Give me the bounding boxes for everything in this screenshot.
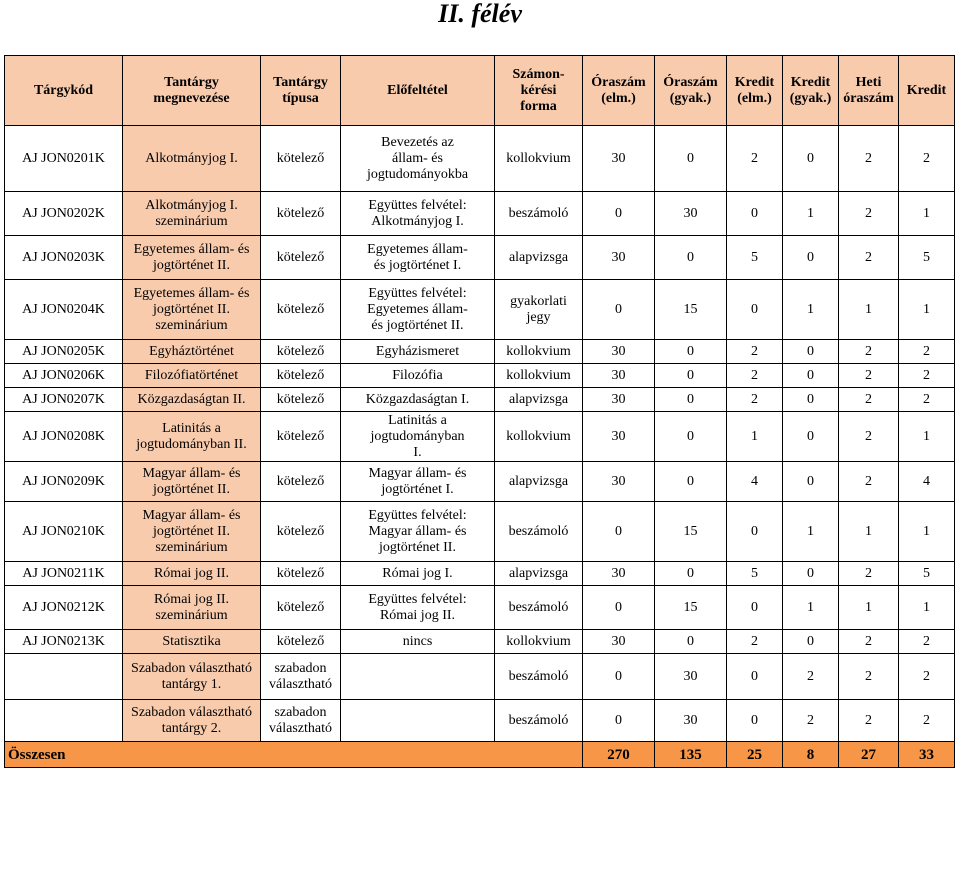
cell-weekly-hours: 2: [839, 236, 899, 280]
cell-code: AJ JON0212K: [5, 586, 123, 630]
cell-code: AJ JON0202K: [5, 192, 123, 236]
cell-weekly-hours: 2: [839, 364, 899, 388]
cell-credit: 2: [899, 340, 955, 364]
cell-weekly-hours: 2: [839, 700, 899, 742]
cell-type: szabadon választható: [261, 700, 341, 742]
cell-prereq: Együttes felvétel: Egyetemes állam- és jogtörténet II.: [341, 280, 495, 340]
cell-type: kötelező: [261, 192, 341, 236]
cell-weekly-hours: 2: [839, 654, 899, 700]
cell-credit-lec: 0: [727, 502, 783, 562]
cell-name: Alkotmányjog I. szeminárium: [123, 192, 261, 236]
cell-type: kötelező: [261, 412, 341, 462]
cell-prereq: Latinitás a jogtudományban I.: [341, 412, 495, 462]
cell-prereq: Magyar állam- és jogtörténet I.: [341, 462, 495, 502]
total-label: Összesen: [5, 742, 583, 768]
cell-credit: 1: [899, 412, 955, 462]
cell-credit-lec: 0: [727, 586, 783, 630]
table-row: [5, 340, 955, 364]
total-credit-lec: 25: [727, 742, 783, 768]
cell-name: Szabadon választható tantárgy 1.: [123, 654, 261, 700]
cell-hours-lec: 0: [583, 654, 655, 700]
table-row: [5, 126, 955, 192]
cell-type: kötelező: [261, 388, 341, 412]
cell-credit: 2: [899, 700, 955, 742]
cell-prereq: Filozófia: [341, 364, 495, 388]
cell-credit: 5: [899, 236, 955, 280]
cell-credit: 2: [899, 654, 955, 700]
cell-credit-prac: 0: [783, 340, 839, 364]
cell-weekly-hours: 2: [839, 412, 899, 462]
cell-hours-prac: 0: [655, 236, 727, 280]
cell-name: Római jog II.: [123, 562, 261, 586]
table-row: [5, 192, 955, 236]
cell-prereq: Közgazdaságtan I.: [341, 388, 495, 412]
cell-exam: gyakorlati jegy: [495, 280, 583, 340]
cell-credit-prac: 2: [783, 700, 839, 742]
cell-hours-prac: 0: [655, 412, 727, 462]
header-row: [5, 56, 955, 126]
cell-weekly-hours: 2: [839, 340, 899, 364]
column-header-credit: Kredit: [899, 56, 955, 126]
cell-exam: beszámoló: [495, 700, 583, 742]
cell-prereq: Együttes felvétel: Magyar állam- és jogtörténet II.: [341, 502, 495, 562]
column-header-hours-lec: Óraszám (elm.): [583, 56, 655, 126]
table-row: [5, 236, 955, 280]
cell-weekly-hours: 2: [839, 462, 899, 502]
cell-credit: 2: [899, 126, 955, 192]
cell-prereq: [341, 700, 495, 742]
column-header-weekly-hours: Heti óraszám: [839, 56, 899, 126]
cell-hours-lec: 0: [583, 502, 655, 562]
cell-code: AJ JON0201K: [5, 126, 123, 192]
cell-name: Alkotmányjog I.: [123, 126, 261, 192]
cell-code: AJ JON0207K: [5, 388, 123, 412]
cell-hours-prac: 0: [655, 340, 727, 364]
cell-hours-prac: 15: [655, 586, 727, 630]
total-credit: 33: [899, 742, 955, 768]
cell-type: kötelező: [261, 280, 341, 340]
cell-credit: 1: [899, 502, 955, 562]
table-row: [5, 700, 955, 742]
cell-hours-lec: 30: [583, 236, 655, 280]
cell-name: Szabadon választható tantárgy 2.: [123, 700, 261, 742]
cell-hours-lec: 30: [583, 562, 655, 586]
total-credit-prac: 8: [783, 742, 839, 768]
cell-credit-prac: 0: [783, 562, 839, 586]
cell-type: kötelező: [261, 502, 341, 562]
cell-credit: 4: [899, 462, 955, 502]
table-row: [5, 562, 955, 586]
cell-hours-lec: 0: [583, 280, 655, 340]
cell-credit-lec: 0: [727, 280, 783, 340]
cell-hours-lec: 0: [583, 192, 655, 236]
curriculum-table: [4, 55, 955, 768]
cell-credit-lec: 2: [727, 388, 783, 412]
total-hours-prac: 135: [655, 742, 727, 768]
cell-type: kötelező: [261, 340, 341, 364]
table-row: [5, 388, 955, 412]
cell-weekly-hours: 2: [839, 630, 899, 654]
cell-name: Magyar állam- és jogtörténet II. szeminárium: [123, 502, 261, 562]
cell-code: AJ JON0204K: [5, 280, 123, 340]
table-row: [5, 462, 955, 502]
cell-hours-prac: 0: [655, 364, 727, 388]
cell-credit-prac: 0: [783, 364, 839, 388]
column-header-credit-prac: Kredit (gyak.): [783, 56, 839, 126]
cell-type: kötelező: [261, 126, 341, 192]
total-hours-lec: 270: [583, 742, 655, 768]
cell-hours-prac: 30: [655, 700, 727, 742]
cell-exam: alapvizsga: [495, 462, 583, 502]
cell-exam: beszámoló: [495, 502, 583, 562]
cell-prereq: Római jog I.: [341, 562, 495, 586]
cell-exam: alapvizsga: [495, 236, 583, 280]
cell-hours-lec: 0: [583, 586, 655, 630]
cell-exam: beszámoló: [495, 192, 583, 236]
cell-credit: 1: [899, 192, 955, 236]
table-row: [5, 586, 955, 630]
cell-hours-lec: 30: [583, 412, 655, 462]
table-row: [5, 502, 955, 562]
cell-name: Római jog II. szeminárium: [123, 586, 261, 630]
column-header-name: Tantárgy megnevezése: [123, 56, 261, 126]
cell-prereq: Bevezetés az állam- és jogtudományokba: [341, 126, 495, 192]
cell-code: AJ JON0213K: [5, 630, 123, 654]
cell-credit-lec: 0: [727, 700, 783, 742]
cell-hours-lec: 30: [583, 388, 655, 412]
cell-credit-prac: 0: [783, 630, 839, 654]
cell-weekly-hours: 2: [839, 562, 899, 586]
cell-type: kötelező: [261, 462, 341, 502]
cell-name: Egyetemes állam- és jogtörténet II.: [123, 236, 261, 280]
cell-prereq: Együttes felvétel: Alkotmányjog I.: [341, 192, 495, 236]
cell-exam: kollokvium: [495, 340, 583, 364]
cell-exam: kollokvium: [495, 126, 583, 192]
table-row: [5, 654, 955, 700]
cell-type: szabadon választható: [261, 654, 341, 700]
cell-weekly-hours: 1: [839, 586, 899, 630]
cell-hours-prac: 30: [655, 654, 727, 700]
cell-credit-lec: 1: [727, 412, 783, 462]
cell-credit-prac: 1: [783, 502, 839, 562]
cell-prereq: Együttes felvétel: Római jog II.: [341, 586, 495, 630]
cell-credit: 2: [899, 364, 955, 388]
cell-hours-prac: 0: [655, 562, 727, 586]
column-header-code: Tárgykód: [5, 56, 123, 126]
cell-code: AJ JON0209K: [5, 462, 123, 502]
cell-credit-lec: 5: [727, 236, 783, 280]
cell-prereq: Egyházismeret: [341, 340, 495, 364]
cell-name: Statisztika: [123, 630, 261, 654]
total-row: [5, 742, 955, 768]
table-row: [5, 412, 955, 462]
cell-credit-prac: 0: [783, 236, 839, 280]
cell-type: kötelező: [261, 586, 341, 630]
cell-credit-prac: 0: [783, 126, 839, 192]
cell-credit-prac: 0: [783, 412, 839, 462]
cell-credit-prac: 1: [783, 586, 839, 630]
cell-hours-lec: 30: [583, 364, 655, 388]
cell-weekly-hours: 1: [839, 502, 899, 562]
cell-prereq: Egyetemes állam- és jogtörténet I.: [341, 236, 495, 280]
cell-exam: alapvizsga: [495, 562, 583, 586]
cell-code: AJ JON0205K: [5, 340, 123, 364]
cell-credit-prac: 0: [783, 462, 839, 502]
cell-name: Magyar állam- és jogtörténet II.: [123, 462, 261, 502]
cell-exam: beszámoló: [495, 586, 583, 630]
cell-hours-lec: 30: [583, 630, 655, 654]
cell-name: Közgazdaságtan II.: [123, 388, 261, 412]
cell-credit-lec: 2: [727, 630, 783, 654]
cell-weekly-hours: 2: [839, 192, 899, 236]
cell-code: AJ JON0210K: [5, 502, 123, 562]
cell-exam: alapvizsga: [495, 388, 583, 412]
cell-credit: 2: [899, 388, 955, 412]
cell-name: Egyháztörténet: [123, 340, 261, 364]
column-header-prereq: Előfeltétel: [341, 56, 495, 126]
cell-type: kötelező: [261, 236, 341, 280]
cell-credit-prac: 0: [783, 388, 839, 412]
cell-name: Filozófiatörténet: [123, 364, 261, 388]
cell-hours-prac: 30: [655, 192, 727, 236]
cell-credit-prac: 1: [783, 192, 839, 236]
cell-hours-prac: 0: [655, 126, 727, 192]
table-row: [5, 630, 955, 654]
cell-hours-prac: 15: [655, 502, 727, 562]
cell-hours-prac: 0: [655, 630, 727, 654]
cell-type: kötelező: [261, 364, 341, 388]
cell-credit: 2: [899, 630, 955, 654]
cell-hours-lec: 30: [583, 462, 655, 502]
cell-credit-lec: 4: [727, 462, 783, 502]
cell-hours-prac: 15: [655, 280, 727, 340]
cell-name: Latinitás a jogtudományban II.: [123, 412, 261, 462]
cell-credit-prac: 1: [783, 280, 839, 340]
cell-credit-lec: 2: [727, 126, 783, 192]
cell-code: AJ JON0211K: [5, 562, 123, 586]
cell-code: AJ JON0208K: [5, 412, 123, 462]
cell-type: kötelező: [261, 630, 341, 654]
cell-weekly-hours: 1: [839, 280, 899, 340]
column-header-hours-prac: Óraszám (gyak.): [655, 56, 727, 126]
cell-name: Egyetemes állam- és jogtörténet II. szeminárium: [123, 280, 261, 340]
cell-credit-lec: 0: [727, 192, 783, 236]
cell-hours-lec: 30: [583, 340, 655, 364]
table-row: [5, 364, 955, 388]
column-header-credit-lec: Kredit (elm.): [727, 56, 783, 126]
cell-credit-lec: 2: [727, 364, 783, 388]
cell-hours-prac: 0: [655, 388, 727, 412]
cell-prereq: [341, 654, 495, 700]
cell-hours-lec: 30: [583, 126, 655, 192]
cell-weekly-hours: 2: [839, 388, 899, 412]
cell-code: AJ JON0203K: [5, 236, 123, 280]
column-header-type: Tantárgy típusa: [261, 56, 341, 126]
cell-credit-lec: 5: [727, 562, 783, 586]
cell-exam: kollokvium: [495, 364, 583, 388]
cell-credit-lec: 2: [727, 340, 783, 364]
page-title: II. félév: [438, 0, 522, 28]
column-header-exam: Számon- kérési forma: [495, 56, 583, 126]
cell-exam: kollokvium: [495, 630, 583, 654]
cell-hours-prac: 0: [655, 462, 727, 502]
table-row: [5, 280, 955, 340]
table-body: [5, 126, 955, 768]
total-weekly-hours: 27: [839, 742, 899, 768]
cell-code: AJ JON0206K: [5, 364, 123, 388]
cell-exam: kollokvium: [495, 412, 583, 462]
cell-weekly-hours: 2: [839, 126, 899, 192]
cell-credit: 1: [899, 280, 955, 340]
cell-credit-lec: 0: [727, 654, 783, 700]
cell-credit: 5: [899, 562, 955, 586]
cell-exam: beszámoló: [495, 654, 583, 700]
cell-code: [5, 700, 123, 742]
cell-credit-prac: 2: [783, 654, 839, 700]
cell-prereq: nincs: [341, 630, 495, 654]
cell-type: kötelező: [261, 562, 341, 586]
cell-code: [5, 654, 123, 700]
cell-hours-lec: 0: [583, 700, 655, 742]
cell-credit: 1: [899, 586, 955, 630]
